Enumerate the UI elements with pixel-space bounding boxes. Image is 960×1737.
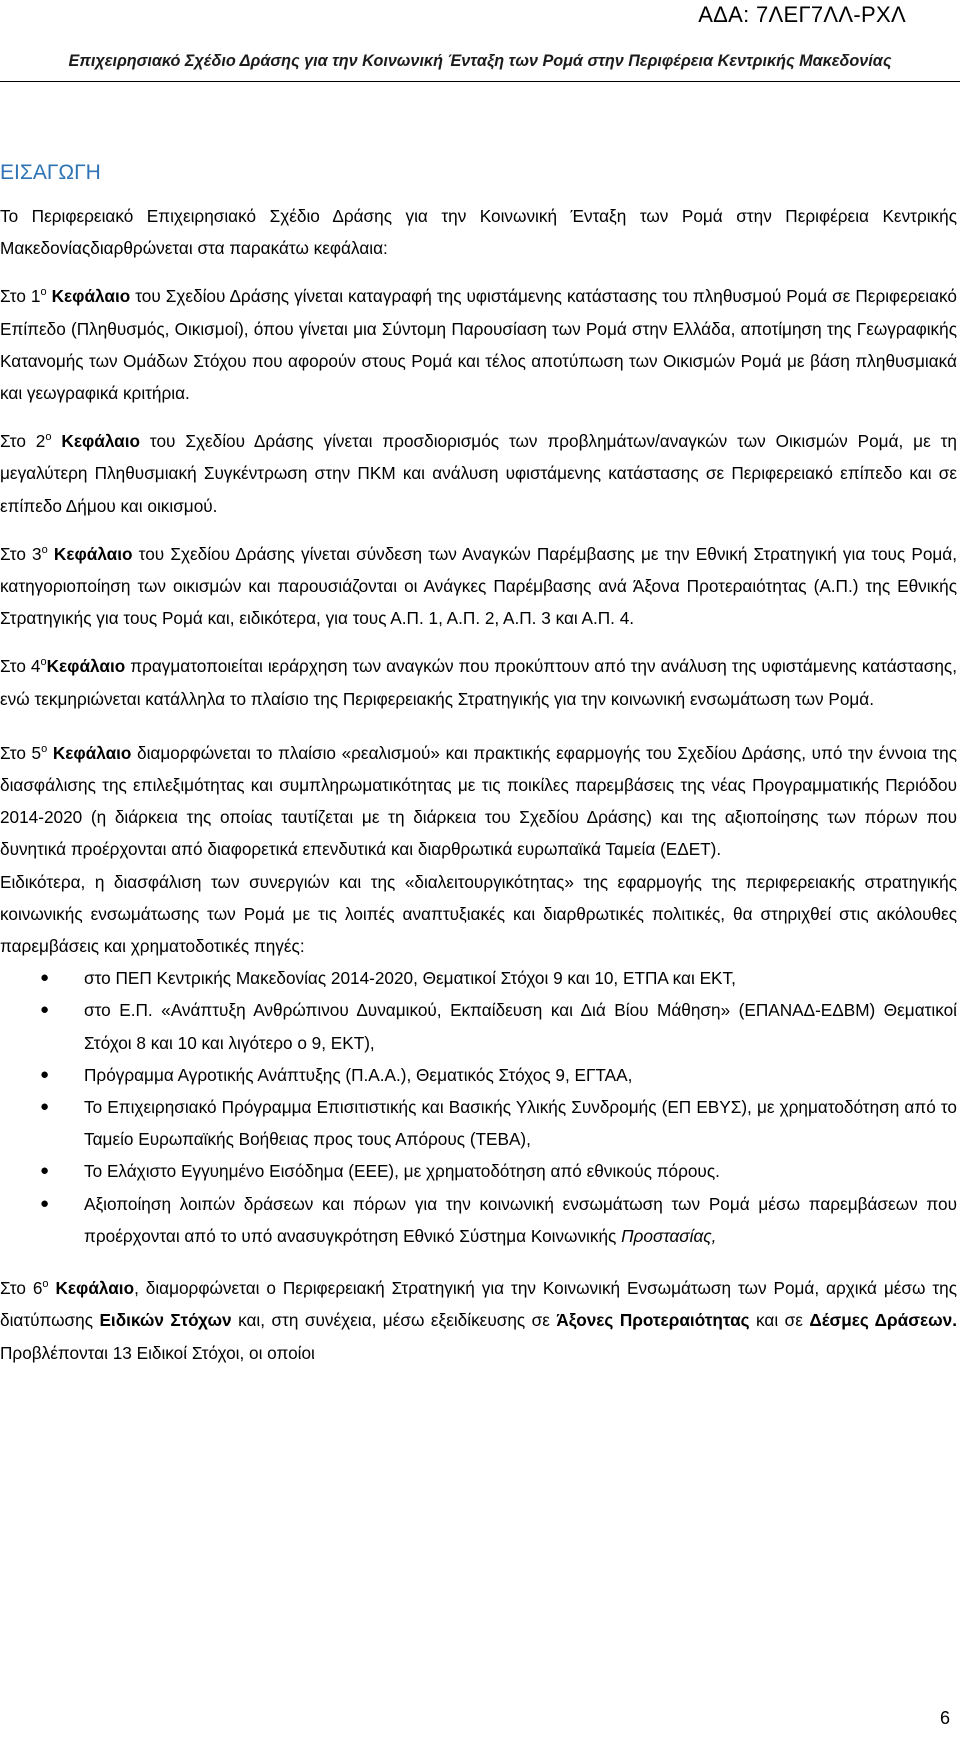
chapter-label: Κεφάλαιο: [53, 543, 133, 564]
chapter-5-paragraph: Στο $5^o$ Κεφάλαιο διαμορφώνεται το πλαίσιο «ρεαλισμού» και πρακτικής εφαρμογής του Σχεδίου Δράσης, υπό την έννοια της διασφάλισης της επιλεξιμότητας και συμπληρωματικότητας με τις ποικίλες παρεμβάσεις της νέας Προγραμματικής Περιόδου 2014-2020 (η διάρκεια της οποίας ταυτίζεται με τη διάρκεια του Σχεδίου Δράσης) και της αξιοποίησης των πόρων που δυνητικά προέρχονται από διαφορετικά επενδυτικά και διαρθρωτικά ευρωπαϊκά Ταμεία (ΕΔΕΤ).: [0, 742, 957, 860]
chapter-5-followup: Ειδικότερα, η διασφάλιση των συνεργιών και της «διαλειτουργικότητας» της εφαρμογής της περιφερειακής στρατηγικής κοινωνικής ενσωμάτωσης των Ρομά με τις λοιπές αναπτυξιακές και διαρθρωτικές πολιτικές, θα στηριχθεί στις ακόλουθες παρεμβάσεις και χρηματοδοτικές πηγές:: [0, 871, 957, 957]
bullet-icon: ●: [40, 1194, 50, 1212]
chapter-4-paragraph: Στο $4^oK\varepsilon\varphi ά\lambda\alpha\iota o$ πραγματοποιείται ιεράρχηση των αναγκών που προκύπτουν από την ανάλυση της υφιστάμενης κατάστασης, ενώ τεκμηριώνεται κατάλληλα το πλαίσιο της Περιφερειακής Στρατηγικής για την κοινωνική ενσωμάτωση των Ρομά.: [0, 656, 957, 709]
header-rule: [0, 81, 960, 82]
list-item: ● Το Επιχειρησιακό Πρόγραμμα Επισιτιστικής και Βασικής Υλικής Συνδρομής (ΕΠ ΕΒΥΣ), με χρηματοδότηση από το Ταμείο Ευρωπαϊκής Βοήθειας προς τους Απόρους (ΤΕΒΑ),: [0, 1091, 957, 1155]
chapter-label: Κεφάλαιο: [52, 742, 132, 763]
chapter-6-paragraph: Στο $6^o$ Κεφάλαιο, διαμορφώνεται ο Περιφερειακή Στρατηγική για την Κοινωνική Ενσωμάτωση των Ρομά, αρχικά μέσω της διατύπωσης Ειδικών Στόχων και, στη συνέχεια, μέσω εξειδίκευσης σε Άξονες Προτεραιότητας και σε Δέσμες Δράσεων. Προβλέπονται 13 Ειδικοί Στόχοι, οι οποίοι: [0, 1278, 957, 1363]
ada-code: ΑΔΑ: 7ΛΕΓ7ΛΛ-ΡΧΛ: [698, 2, 906, 27]
chapter-1-paragraph: Στο $1^o$ Κεφάλαιο του Σχεδίου Δράσης γίνεται καταγραφή της υφιστάμενης κατάστασης του πληθυσμού Ρομά σε Περιφερειακό Επίπεδο (Πληθυσμός, Οικισμοί), όπου γίνεται μια Σύντομη Παρουσίαση των Ρομά στην Ελλάδα, αποτίμηση της Γεωγραφικής Κατανομής των Ομάδων Στόχου που αφορούν στους Ρομά και τέλος αποτύπωση των Οικισμών Ρομά με βάση πληθυσμιακά και γεωγραφικά κριτήρια.: [0, 286, 957, 404]
chapter-2-paragraph: Στο $2^o$ Κεφάλαιο του Σχεδίου Δράσης γίνεται προσδιορισμός των προβλημάτων/αναγκών των Οικισμών Ρομά, με τη μεγαλύτερη Πληθυσμιακή Συγκέντρωση στην ΠΚΜ και ανάλυση υφιστάμενης κατάστασης σε Περιφερειακό επίπεδο και σε επίπεδο Δήμου και οικισμού.: [0, 431, 957, 516]
page-number: 6: [939, 1708, 950, 1728]
bullet-icon: ●: [40, 969, 50, 987]
running-header: Επιχειρησιακό Σχέδιο Δράσης για την Κοινωνική Ένταξη των Ρομά στην Περιφέρεια Κεντρικής Μακεδονίας: [68, 52, 892, 70]
funding-sources-list: [0, 962, 957, 1252]
bullet-icon: ●: [40, 1065, 50, 1083]
chapter-label: Κεφάλαιο: [46, 656, 126, 677]
chapter-label: Κεφάλαιο: [51, 286, 131, 307]
bullet-icon: ●: [40, 1098, 50, 1116]
list-item: ● Αξιοποίηση λοιπών δράσεων και πόρων για την κοινωνική ενσωμάτωση των Ρομά μέσω παρεμβάσεων που προέρχονται από το υπό ανασυγκρότηση Εθνικό Σύστημα Κοινωνικής Προστασίας,: [0, 1188, 957, 1252]
list-item: ● στο Ε.Π. «Ανάπτυξη Ανθρώπινου Δυναμικού, Εκπαίδευση και Διά Βίου Μάθηση» (ΕΠΑΝΑΔ-ΕΔΒΜ) Θεματικοί Στόχοι 8 και 10 και λιγότερο ο 9, ΕΚΤ),: [0, 994, 957, 1058]
document-body: [0, 160, 957, 1369]
chapter-3-paragraph: Στο $3^o$ Κεφάλαιο του Σχεδίου Δράσης γίνεται σύνδεση των Αναγκών Παρέμβασης με την Εθνική Στρατηγική για τους Ρομά, κατηγοριοποίηση των οικισμών και παρουσιάζονται οι Ανάγκες Παρέμβασης ανά Άξονα Προτεραιότητας (Α.Π.) της Εθνικής Στρατηγικής για τους Ρομά και, ειδικότερα, για τους Α.Π. 1, Α.Π. 2, Α.Π. 3 και Α.Π. 4.: [0, 543, 957, 629]
intro-paragraph: Το Περιφερειακό Επιχειρησιακό Σχέδιο Δράσης για την Κοινωνική Ένταξη των Ρομά στην Περιφέρεια Κεντρικής Μακεδονίαςδιαρθρώνεται στα παρακάτω κεφάλαια:: [0, 206, 957, 259]
bullet-icon: ●: [40, 1162, 50, 1180]
list-item: ● στο ΠΕΠ Κεντρικής Μακεδονίας 2014-2020, Θεματικοί Στόχοι 9 και 10, ΕΤΠΑ και ΕΚΤ,: [0, 962, 957, 994]
chapter-label: Κεφάλαιο: [61, 431, 141, 452]
chapter-label: Κεφάλαιο: [55, 1278, 135, 1299]
bullet-icon: ●: [40, 1001, 50, 1019]
list-item: ● Το Ελάχιστο Εγγυημένο Εισόδημα (ΕΕΕ), με χρηματοδότηση από εθνικούς πόρους.: [0, 1155, 957, 1187]
section-heading: ΕΙΣΑΓΩΓΗ: [0, 161, 101, 184]
list-item: ● Πρόγραμμα Αγροτικής Ανάπτυξης (Π.Α.Α.), Θεματικός Στόχος 9, ΕΓΤΑΑ,: [0, 1059, 957, 1091]
